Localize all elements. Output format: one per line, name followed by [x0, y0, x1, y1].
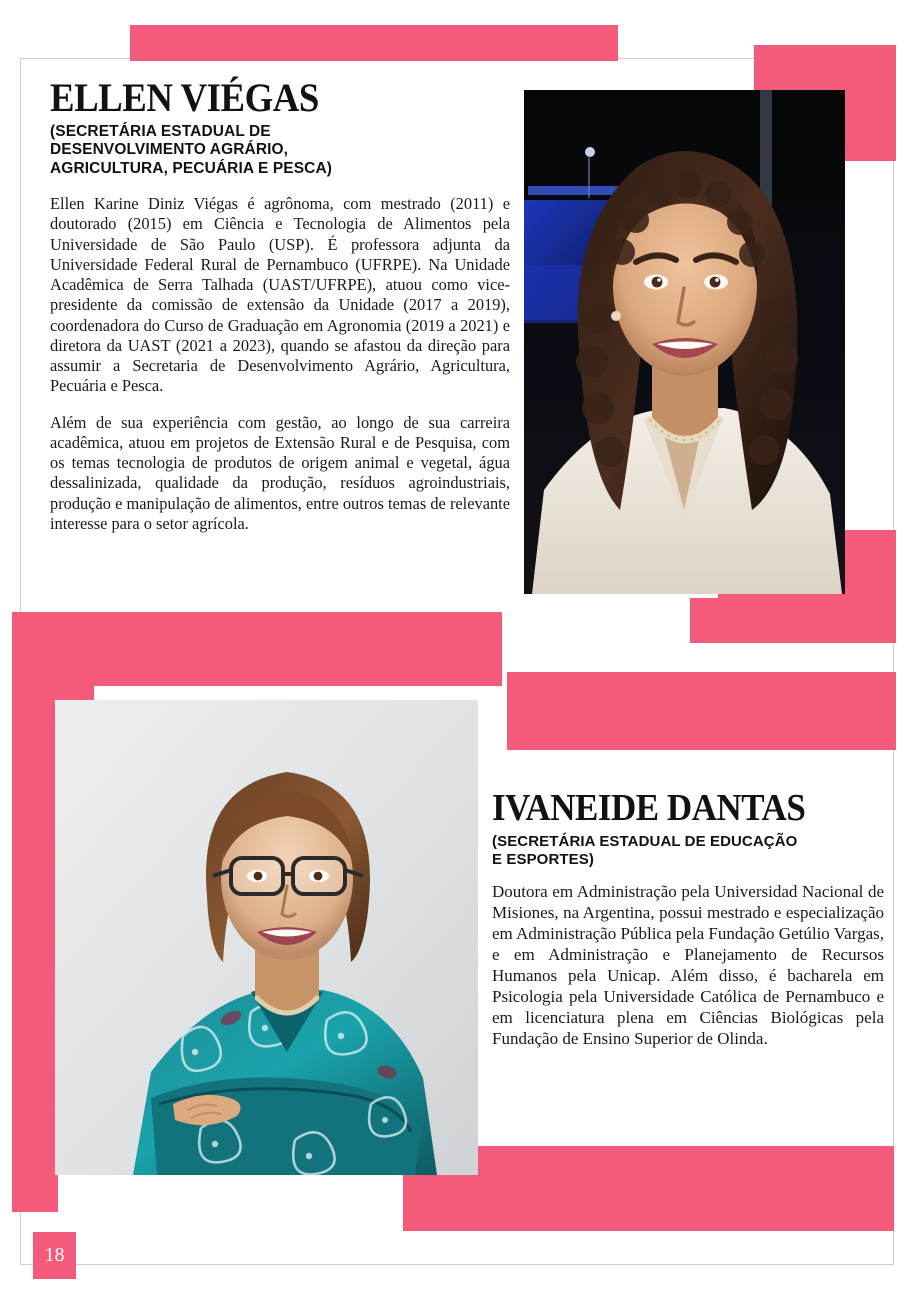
profile-paragraph: Doutora em Administração pela Universidad Nacional de Misiones, na Argentina, possui mestrado e especialização em Administração Pública pela Fundação Getúlio Vargas, e em Administração e Planejamento de Recursos Humanos pela Unicap. Além disso, é bacharela em Psicologia pela Universidade Católica de Pernambuco e em licenciatura plena em Ciências Biológicas pela Fundação de Ensino Superior de Olinda. [492, 881, 884, 1049]
portrait-photo-ellen-viegas [524, 90, 845, 594]
decor-pink-top-bar [130, 25, 618, 61]
decor-pink-right-middle-2 [690, 598, 896, 643]
profile-role-line: AGRICULTURA, PECUÁRIA E PESCA) [50, 159, 333, 177]
profile-role [492, 833, 884, 868]
profile-role-line: E ESPORTES) [492, 850, 594, 868]
page-number: 18 [33, 1232, 76, 1279]
portrait-photo-ivaneide-dantas [55, 700, 478, 1175]
profile-block-ivaneide-dantas [492, 787, 884, 1049]
profile-name: IVANEIDE DANTAS [492, 787, 806, 829]
profile-block-ellen-viegas [50, 75, 510, 534]
decor-pink-left-column [12, 612, 58, 1212]
profile-role-line: DESENVOLVIMENTO AGRÁRIO, [50, 141, 289, 159]
profile-paragraph: Além de sua experiência com gestão, ao longo de sua carreira acadêmica, atuou em projetos de Extensão Rural e de Pesquisa, com os temas tecnologia de produtos de origem animal e vegetal, água dessalinizada, qualidade da produção, resíduos agroindustriais, produção e manipulação de alimentos, entre outros temas de relevante interesse para o setor agrícola. [50, 412, 510, 533]
profile-name: ELLEN VIÉGAS [50, 75, 319, 120]
profile-role-line: (SECRETÁRIA ESTADUAL DE [50, 123, 271, 141]
decor-pink-mid-right-bar [507, 672, 896, 750]
profile-paragraph: Ellen Karine Diniz Viégas é agrônoma, com mestrado (2011) e doutorado (2015) em Ciência e Tecnologia de Alimentos pela Universidade de São Paulo (USP). É professora adjunta da Universidade Federal Rural de Pernambuco (UFRPE). Na Unidade Acadêmica de Serra Talhada (UAST/UFRPE), atuou como vice-presidente da comissão de extensão da Unidade (2017 a 2019), coordenadora do Curso de Graduação em Agronomia (2019 a 2021) e diretora da UAST (2021 a 2023), quando se afastou da direção para assumir a Secretaria de Desenvolvimento Agrário, Agricultura, Pecuária e Pesca. [50, 194, 510, 396]
profile-role [50, 123, 510, 178]
decor-pink-left-bar [12, 612, 502, 686]
profile-role-line: (SECRETÁRIA ESTADUAL DE EDUCAÇÃO [492, 833, 798, 851]
